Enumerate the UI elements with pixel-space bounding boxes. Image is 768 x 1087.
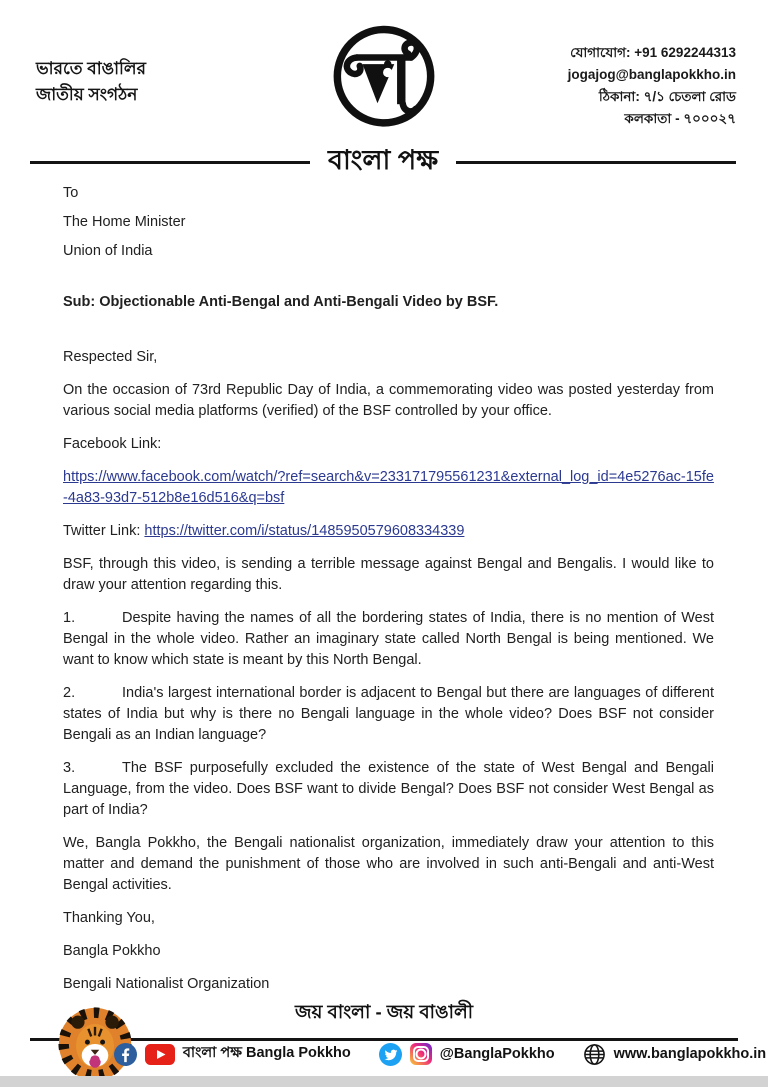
footer-page-name: বাংলা পক্ষ Bangla Pokkho — [182, 1045, 351, 1061]
twitter-link-label: Twitter Link: — [63, 523, 145, 539]
contact-phone: যোগাযোগ: +91 6292244313 — [570, 45, 736, 60]
twitter-icon — [379, 1043, 402, 1066]
divider-line-right — [456, 161, 736, 164]
facebook-link-label: Facebook Link: — [63, 436, 162, 452]
point-2-number: 2. — [63, 685, 76, 701]
recipient-org: Union of India — [63, 243, 153, 259]
divider-line-left — [30, 161, 310, 164]
point-3 — [63, 758, 714, 821]
globe-icon — [583, 1043, 606, 1066]
contact-address-line1: ঠিকানা: ৭/১ চেতলা রোড — [598, 89, 736, 104]
facebook-icon — [114, 1043, 137, 1066]
twitter-link[interactable]: https://twitter.com/i/status/1485950579608334339 — [144, 523, 465, 539]
footer-handle: @BanglaPokkho — [439, 1046, 555, 1062]
paragraph-message: BSF, through this video, is sending a terrible message against Bengal and Bengalis. I would like to draw your attention regarding this. — [63, 556, 714, 593]
facebook-link[interactable]: https://www.facebook.com/watch/?ref=search&v=233171795561231&external_log_id=4e5276ac-15fe-4a83-93d7-512b8e16d516&q=bsf — [63, 469, 714, 506]
org-wordmark: বাংলা পক্ষ — [327, 145, 439, 175]
paragraph-closing: We, Bangla Pokkho, the Bengali nationalist organization, immediately draw your attention to this matter and demand the punishment of those who are involved in such anti-Bengali and anti-West Bengal activities. — [63, 835, 714, 893]
org-tagline-line2: জাতীয় সংগঠন — [36, 85, 138, 104]
instagram-icon — [410, 1043, 432, 1065]
salutation: Respected Sir, — [63, 349, 158, 365]
footer-slogan: জয় বাংলা - জয় বাঙালী — [294, 1001, 474, 1022]
point-3-text: The BSF purposefully excluded the existence of the state of West Bengal and Bengali Language, from the video. Does BSF want to divide Bengal? Does BSF not consider West Bengal as part of India? — [63, 760, 714, 818]
org-monogram-icon — [328, 20, 440, 143]
point-1-number: 1. — [63, 610, 76, 626]
point-2 — [63, 683, 714, 746]
header-divider — [30, 140, 736, 185]
point-1 — [63, 608, 714, 671]
paragraph-intro: On the occasion of 73rd Republic Day of India, a commemorating video was posted yesterday from various social media platforms (verified) of the BSF controlled by your office. — [63, 382, 714, 419]
twitter-link-line — [63, 521, 714, 542]
letter-body — [63, 183, 714, 1007]
youtube-icon — [145, 1044, 175, 1065]
signoff-org-name: Bangla Pokkho — [63, 943, 161, 959]
contact-address-line2: কলকাতা - ৭০০০২৭ — [624, 111, 736, 126]
recipient-to: To — [63, 185, 79, 201]
signoff-org-desc: Bengali Nationalist Organization — [63, 976, 270, 992]
signoff-thanks: Thanking You, — [63, 910, 155, 926]
subject-line: Sub: Objectionable Anti-Bengal and Anti-Bengali Video by BSF. — [63, 294, 499, 310]
recipient-name: The Home Minister — [63, 214, 186, 230]
footer-social-row — [140, 1040, 767, 1068]
contact-block — [568, 42, 736, 130]
org-tagline-line1: ভারতে বাঙালির — [36, 59, 146, 78]
footer-website: www.banglapokkho.in — [613, 1046, 767, 1062]
facebook-link-line — [63, 467, 714, 509]
contact-email: jogajog@banglapokkho.in — [567, 67, 736, 82]
org-tagline — [36, 56, 146, 108]
point-3-number: 3. — [63, 760, 76, 776]
point-1-text: Despite having the names of all the bordering states of India, there is no mention of West Bengal in the whole video. Rather an imaginary state called North Bengal is being mentioned. We want to know which state is meant by this North Bengal. — [63, 610, 714, 668]
point-2-text: India's largest international border is adjacent to Bengal but there are languages of different states of India but why is there no Bengali language in the whole video? Does BSF not consider Bengali as an Indian language? — [63, 685, 714, 743]
page-bottom-edge — [0, 1076, 768, 1087]
